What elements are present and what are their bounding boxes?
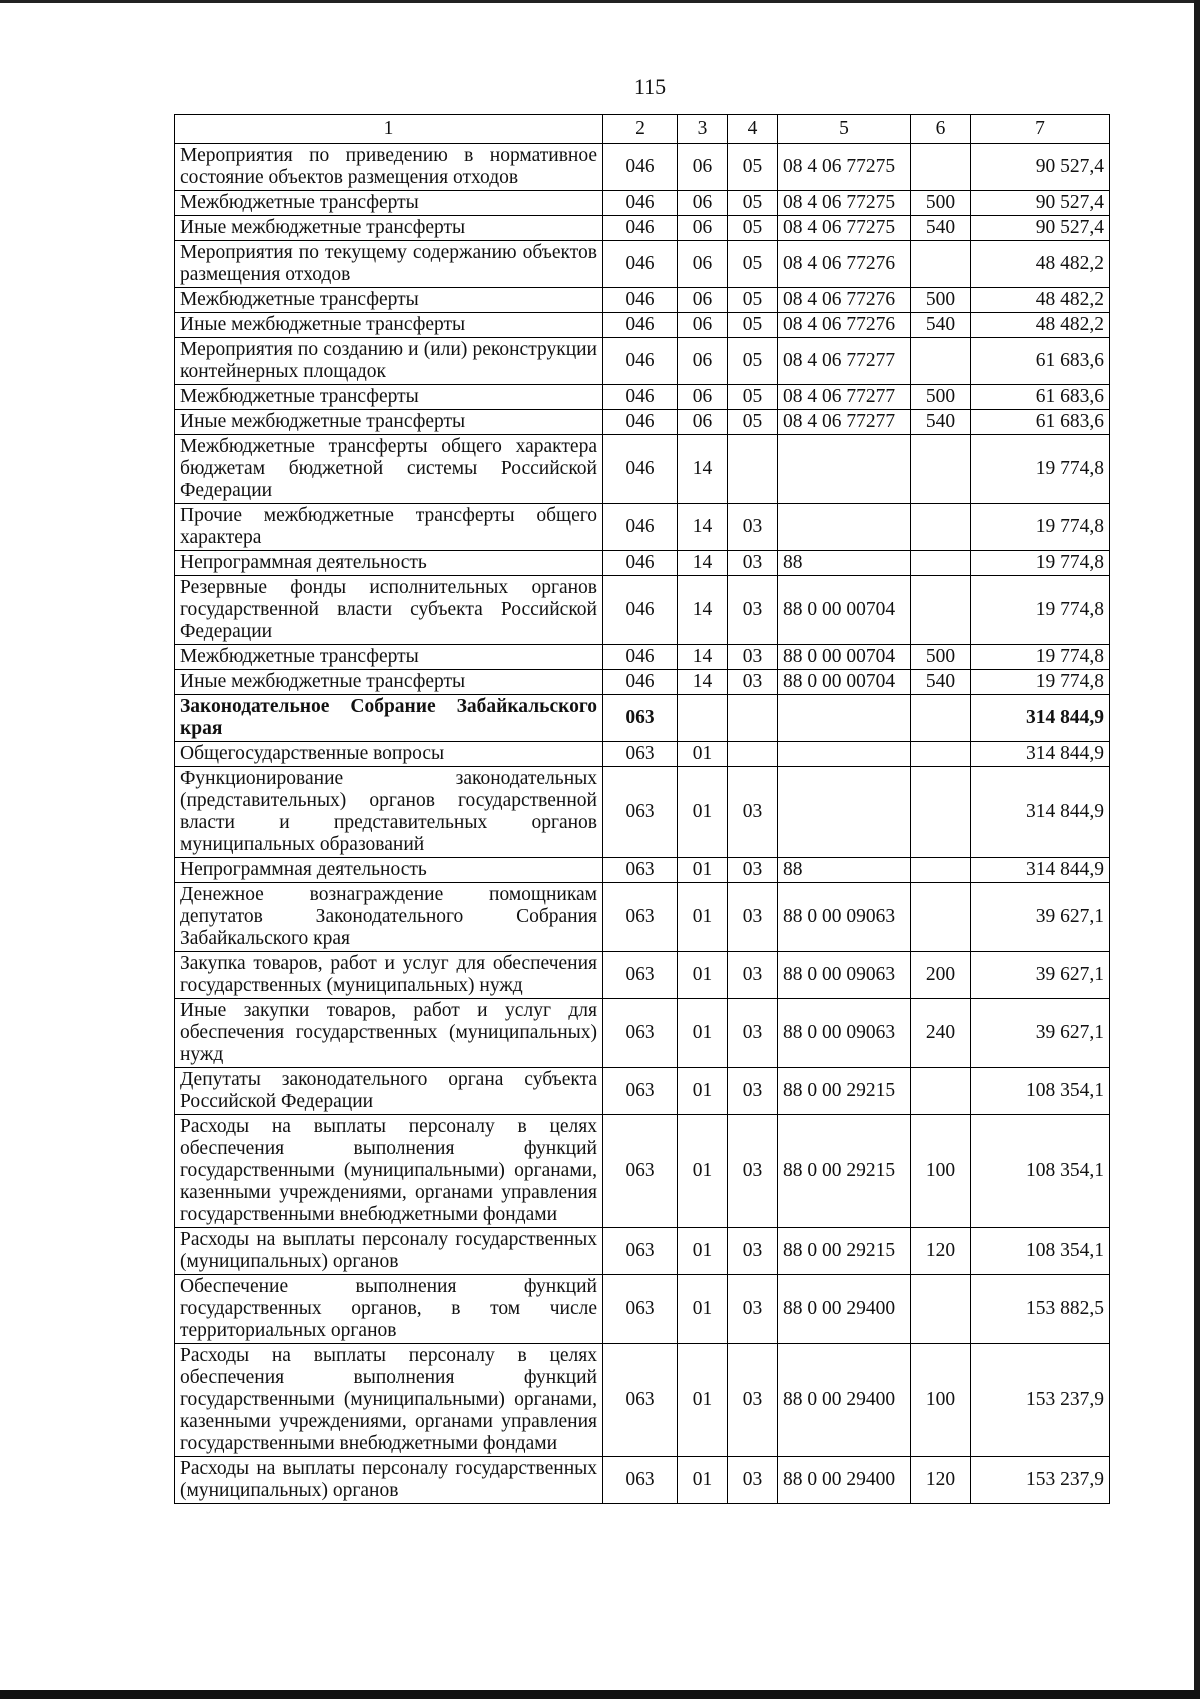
amount-cell: 19 774,8 <box>971 551 1110 576</box>
section-cell: 01 <box>678 999 728 1068</box>
row-name-cell: Иные межбюджетные трансферты <box>175 410 603 435</box>
section-cell: 01 <box>678 1344 728 1457</box>
expense-type-cell <box>911 1068 971 1115</box>
subsection-cell <box>728 742 778 767</box>
section-cell: 01 <box>678 1068 728 1115</box>
section-cell: 01 <box>678 1275 728 1344</box>
target-article-cell: 88 0 00 29400 <box>778 1344 911 1457</box>
subsection-cell <box>728 435 778 504</box>
expense-type-cell <box>911 858 971 883</box>
section-cell: 14 <box>678 670 728 695</box>
table-row <box>175 288 1110 313</box>
budget-table <box>174 114 1110 1504</box>
row-name-cell: Расходы на выплаты персоналу в целях обеспечения выполнения функций государственными (муниципальными) органами, казенными учреждениями, органами управления государственными внебюджетными фондами <box>175 1115 603 1228</box>
admin-code-cell: 046 <box>603 435 678 504</box>
table-row <box>175 576 1110 645</box>
section-cell: 06 <box>678 216 728 241</box>
row-name-cell: Иные межбюджетные трансферты <box>175 216 603 241</box>
admin-code-cell: 063 <box>603 1275 678 1344</box>
amount-cell: 48 482,2 <box>971 288 1110 313</box>
table-row <box>175 1115 1110 1228</box>
subsection-cell: 03 <box>728 1115 778 1228</box>
expense-type-cell <box>911 883 971 952</box>
expense-type-cell <box>911 435 971 504</box>
scan-border-top <box>0 0 1200 3</box>
amount-cell: 61 683,6 <box>971 410 1110 435</box>
target-article-cell <box>778 767 911 858</box>
admin-code-cell: 046 <box>603 645 678 670</box>
expense-type-cell: 540 <box>911 313 971 338</box>
table-row <box>175 1275 1110 1344</box>
row-name-cell: Иные закупки товаров, работ и услуг для обеспечения государственных (муниципальных) нужд <box>175 999 603 1068</box>
section-cell: 14 <box>678 435 728 504</box>
admin-code-cell: 046 <box>603 144 678 191</box>
expense-type-cell: 100 <box>911 1115 971 1228</box>
amount-cell: 314 844,9 <box>971 695 1110 742</box>
subsection-cell: 03 <box>728 1068 778 1115</box>
column-header: 4 <box>728 115 778 144</box>
amount-cell: 314 844,9 <box>971 742 1110 767</box>
amount-cell: 90 527,4 <box>971 144 1110 191</box>
amount-cell: 90 527,4 <box>971 191 1110 216</box>
section-cell: 01 <box>678 858 728 883</box>
subsection-cell: 05 <box>728 288 778 313</box>
subsection-cell: 03 <box>728 645 778 670</box>
row-name-cell: Непрограммная деятельность <box>175 551 603 576</box>
table-row <box>175 216 1110 241</box>
admin-code-cell: 046 <box>603 191 678 216</box>
amount-cell: 19 774,8 <box>971 670 1110 695</box>
target-article-cell: 08 4 06 77275 <box>778 191 911 216</box>
table-row <box>175 1228 1110 1275</box>
subsection-cell: 03 <box>728 551 778 576</box>
admin-code-cell: 063 <box>603 1228 678 1275</box>
section-cell: 06 <box>678 338 728 385</box>
admin-code-cell: 046 <box>603 504 678 551</box>
table-row <box>175 999 1110 1068</box>
row-name-cell: Расходы на выплаты персоналу государственных (муниципальных) органов <box>175 1228 603 1275</box>
section-cell: 06 <box>678 313 728 338</box>
section-cell: 01 <box>678 1457 728 1504</box>
target-article-cell: 88 <box>778 551 911 576</box>
table-row <box>175 645 1110 670</box>
admin-code-cell: 063 <box>603 1115 678 1228</box>
target-article-cell: 88 0 00 29400 <box>778 1457 911 1504</box>
amount-cell: 19 774,8 <box>971 576 1110 645</box>
table-row <box>175 695 1110 742</box>
table-row <box>175 1457 1110 1504</box>
scan-border-bottom <box>0 1690 1200 1699</box>
row-name-cell: Иные межбюджетные трансферты <box>175 313 603 338</box>
expense-type-cell: 500 <box>911 645 971 670</box>
column-header: 6 <box>911 115 971 144</box>
row-name-cell: Резервные фонды исполнительных органов государственной власти субъекта Российской Федерации <box>175 576 603 645</box>
admin-code-cell: 046 <box>603 576 678 645</box>
row-name-cell: Межбюджетные трансферты <box>175 191 603 216</box>
amount-cell: 153 882,5 <box>971 1275 1110 1344</box>
row-name-cell: Функционирование законодательных (представительных) органов государственной власти и представительных органов муниципальных образований <box>175 767 603 858</box>
section-cell: 14 <box>678 576 728 645</box>
table-row <box>175 1344 1110 1457</box>
expense-type-cell <box>911 241 971 288</box>
amount-cell: 153 237,9 <box>971 1344 1110 1457</box>
expense-type-cell: 240 <box>911 999 971 1068</box>
subsection-cell: 03 <box>728 883 778 952</box>
admin-code-cell: 046 <box>603 313 678 338</box>
admin-code-cell: 063 <box>603 1068 678 1115</box>
target-article-cell <box>778 435 911 504</box>
row-name-cell: Непрограммная деятельность <box>175 858 603 883</box>
subsection-cell: 05 <box>728 410 778 435</box>
subsection-cell: 05 <box>728 216 778 241</box>
target-article-cell <box>778 695 911 742</box>
row-name-cell: Мероприятия по приведению в нормативное состояние объектов размещения отходов <box>175 144 603 191</box>
table-row <box>175 1068 1110 1115</box>
subsection-cell: 03 <box>728 504 778 551</box>
section-cell <box>678 695 728 742</box>
expense-type-cell: 120 <box>911 1228 971 1275</box>
amount-cell: 48 482,2 <box>971 241 1110 288</box>
admin-code-cell: 063 <box>603 1344 678 1457</box>
target-article-cell: 88 0 00 00704 <box>778 670 911 695</box>
subsection-cell: 03 <box>728 576 778 645</box>
target-article-cell: 88 0 00 29215 <box>778 1068 911 1115</box>
target-article-cell: 08 4 06 77277 <box>778 385 911 410</box>
subsection-cell <box>728 695 778 742</box>
table-row <box>175 338 1110 385</box>
target-article-cell: 08 4 06 77277 <box>778 338 911 385</box>
header-row <box>175 115 1110 144</box>
expense-type-cell <box>911 767 971 858</box>
section-cell: 01 <box>678 1115 728 1228</box>
admin-code-cell: 046 <box>603 670 678 695</box>
section-cell: 14 <box>678 551 728 576</box>
table-row <box>175 504 1110 551</box>
target-article-cell: 08 4 06 77276 <box>778 313 911 338</box>
table-row <box>175 313 1110 338</box>
expense-type-cell: 500 <box>911 191 971 216</box>
subsection-cell: 03 <box>728 1344 778 1457</box>
expense-type-cell: 500 <box>911 385 971 410</box>
table-row <box>175 742 1110 767</box>
section-cell: 14 <box>678 504 728 551</box>
amount-cell: 314 844,9 <box>971 858 1110 883</box>
subsection-cell: 03 <box>728 1275 778 1344</box>
column-header: 7 <box>971 115 1110 144</box>
column-header: 2 <box>603 115 678 144</box>
amount-cell: 48 482,2 <box>971 313 1110 338</box>
section-cell: 01 <box>678 883 728 952</box>
target-article-cell: 88 0 00 09063 <box>778 952 911 999</box>
section-cell: 06 <box>678 410 728 435</box>
amount-cell: 19 774,8 <box>971 645 1110 670</box>
expense-type-cell: 120 <box>911 1457 971 1504</box>
expense-type-cell <box>911 576 971 645</box>
table-row <box>175 435 1110 504</box>
target-article-cell: 08 4 06 77277 <box>778 410 911 435</box>
subsection-cell: 05 <box>728 191 778 216</box>
table-row <box>175 952 1110 999</box>
row-name-cell: Денежное вознаграждение помощникам депутатов Законодательного Собрания Забайкальского края <box>175 883 603 952</box>
expense-type-cell: 500 <box>911 288 971 313</box>
amount-cell: 108 354,1 <box>971 1115 1110 1228</box>
target-article-cell: 08 4 06 77275 <box>778 216 911 241</box>
subsection-cell: 05 <box>728 241 778 288</box>
target-article-cell <box>778 742 911 767</box>
table-row <box>175 191 1110 216</box>
table-row <box>175 883 1110 952</box>
expense-type-cell <box>911 1275 971 1344</box>
column-header: 3 <box>678 115 728 144</box>
amount-cell: 108 354,1 <box>971 1068 1110 1115</box>
expense-type-cell: 540 <box>911 670 971 695</box>
amount-cell: 19 774,8 <box>971 435 1110 504</box>
row-name-cell: Расходы на выплаты персоналу в целях обеспечения выполнения функций государственными (муниципальными) органами, казенными учреждениями, органами управления государственными внебюджетными фондами <box>175 1344 603 1457</box>
admin-code-cell: 063 <box>603 858 678 883</box>
target-article-cell: 08 4 06 77276 <box>778 241 911 288</box>
target-article-cell: 88 0 00 29215 <box>778 1115 911 1228</box>
scan-border-right <box>1194 0 1200 1699</box>
amount-cell: 314 844,9 <box>971 767 1110 858</box>
expense-type-cell: 540 <box>911 216 971 241</box>
subsection-cell: 05 <box>728 385 778 410</box>
page-number: 115 <box>633 74 667 99</box>
table-row <box>175 385 1110 410</box>
subsection-cell: 03 <box>728 1457 778 1504</box>
row-name-cell: Законодательное Собрание Забайкальского края <box>175 695 603 742</box>
table-row <box>175 767 1110 858</box>
expense-type-cell <box>911 551 971 576</box>
admin-code-cell: 063 <box>603 883 678 952</box>
section-cell: 06 <box>678 385 728 410</box>
section-cell: 14 <box>678 645 728 670</box>
subsection-cell: 03 <box>728 858 778 883</box>
subsection-cell: 03 <box>728 670 778 695</box>
amount-cell: 39 627,1 <box>971 952 1110 999</box>
target-article-cell: 88 0 00 00704 <box>778 645 911 670</box>
column-header: 5 <box>778 115 911 144</box>
admin-code-cell: 046 <box>603 551 678 576</box>
amount-cell: 153 237,9 <box>971 1457 1110 1504</box>
subsection-cell: 05 <box>728 338 778 385</box>
row-name-cell: Межбюджетные трансферты <box>175 385 603 410</box>
admin-code-cell: 063 <box>603 742 678 767</box>
table-row <box>175 241 1110 288</box>
section-cell: 01 <box>678 742 728 767</box>
subsection-cell: 03 <box>728 952 778 999</box>
admin-code-cell: 046 <box>603 288 678 313</box>
expense-type-cell <box>911 144 971 191</box>
target-article-cell: 88 0 00 09063 <box>778 999 911 1068</box>
admin-code-cell: 063 <box>603 767 678 858</box>
target-article-cell: 88 0 00 29215 <box>778 1228 911 1275</box>
target-article-cell: 88 0 00 09063 <box>778 883 911 952</box>
admin-code-cell: 046 <box>603 410 678 435</box>
amount-cell: 108 354,1 <box>971 1228 1110 1275</box>
admin-code-cell: 046 <box>603 338 678 385</box>
section-cell: 01 <box>678 767 728 858</box>
table-row <box>175 410 1110 435</box>
amount-cell: 19 774,8 <box>971 504 1110 551</box>
row-name-cell: Мероприятия по созданию и (или) реконструкции контейнерных площадок <box>175 338 603 385</box>
row-name-cell: Иные межбюджетные трансферты <box>175 670 603 695</box>
expense-type-cell <box>911 742 971 767</box>
subsection-cell: 03 <box>728 999 778 1068</box>
admin-code-cell: 046 <box>603 216 678 241</box>
amount-cell: 61 683,6 <box>971 385 1110 410</box>
table-row <box>175 670 1110 695</box>
table-row <box>175 144 1110 191</box>
subsection-cell: 03 <box>728 767 778 858</box>
admin-code-cell: 063 <box>603 1457 678 1504</box>
target-article-cell: 08 4 06 77275 <box>778 144 911 191</box>
amount-cell: 90 527,4 <box>971 216 1110 241</box>
row-name-cell: Межбюджетные трансферты <box>175 645 603 670</box>
section-cell: 06 <box>678 144 728 191</box>
admin-code-cell: 063 <box>603 952 678 999</box>
amount-cell: 39 627,1 <box>971 883 1110 952</box>
target-article-cell: 88 0 00 00704 <box>778 576 911 645</box>
target-article-cell: 08 4 06 77276 <box>778 288 911 313</box>
row-name-cell: Закупка товаров, работ и услуг для обеспечения государственных (муниципальных) нужд <box>175 952 603 999</box>
section-cell: 01 <box>678 1228 728 1275</box>
subsection-cell: 05 <box>728 313 778 338</box>
subsection-cell: 03 <box>728 1228 778 1275</box>
admin-code-cell: 046 <box>603 241 678 288</box>
row-name-cell: Обеспечение выполнения функций государственных органов, в том числе территориальных органов <box>175 1275 603 1344</box>
section-cell: 06 <box>678 241 728 288</box>
expense-type-cell: 200 <box>911 952 971 999</box>
expense-type-cell <box>911 695 971 742</box>
expense-type-cell <box>911 504 971 551</box>
column-header: 1 <box>175 115 603 144</box>
row-name-cell: Межбюджетные трансферты общего характера бюджетам бюджетной системы Российской Федерации <box>175 435 603 504</box>
expense-type-cell: 540 <box>911 410 971 435</box>
row-name-cell: Мероприятия по текущему содержанию объектов размещения отходов <box>175 241 603 288</box>
row-name-cell: Депутаты законодательного органа субъекта Российской Федерации <box>175 1068 603 1115</box>
target-article-cell: 88 <box>778 858 911 883</box>
row-name-cell: Расходы на выплаты персоналу государственных (муниципальных) органов <box>175 1457 603 1504</box>
table-body <box>175 144 1110 1504</box>
row-name-cell: Общегосударственные вопросы <box>175 742 603 767</box>
amount-cell: 39 627,1 <box>971 999 1110 1068</box>
expense-type-cell <box>911 338 971 385</box>
section-cell: 01 <box>678 952 728 999</box>
target-article-cell <box>778 504 911 551</box>
row-name-cell: Межбюджетные трансферты <box>175 288 603 313</box>
admin-code-cell: 063 <box>603 695 678 742</box>
table-row <box>175 858 1110 883</box>
subsection-cell: 05 <box>728 144 778 191</box>
admin-code-cell: 063 <box>603 999 678 1068</box>
section-cell: 06 <box>678 288 728 313</box>
section-cell: 06 <box>678 191 728 216</box>
amount-cell: 61 683,6 <box>971 338 1110 385</box>
row-name-cell: Прочие межбюджетные трансферты общего характера <box>175 504 603 551</box>
admin-code-cell: 046 <box>603 385 678 410</box>
target-article-cell: 88 0 00 29400 <box>778 1275 911 1344</box>
expense-type-cell: 100 <box>911 1344 971 1457</box>
table-row <box>175 551 1110 576</box>
